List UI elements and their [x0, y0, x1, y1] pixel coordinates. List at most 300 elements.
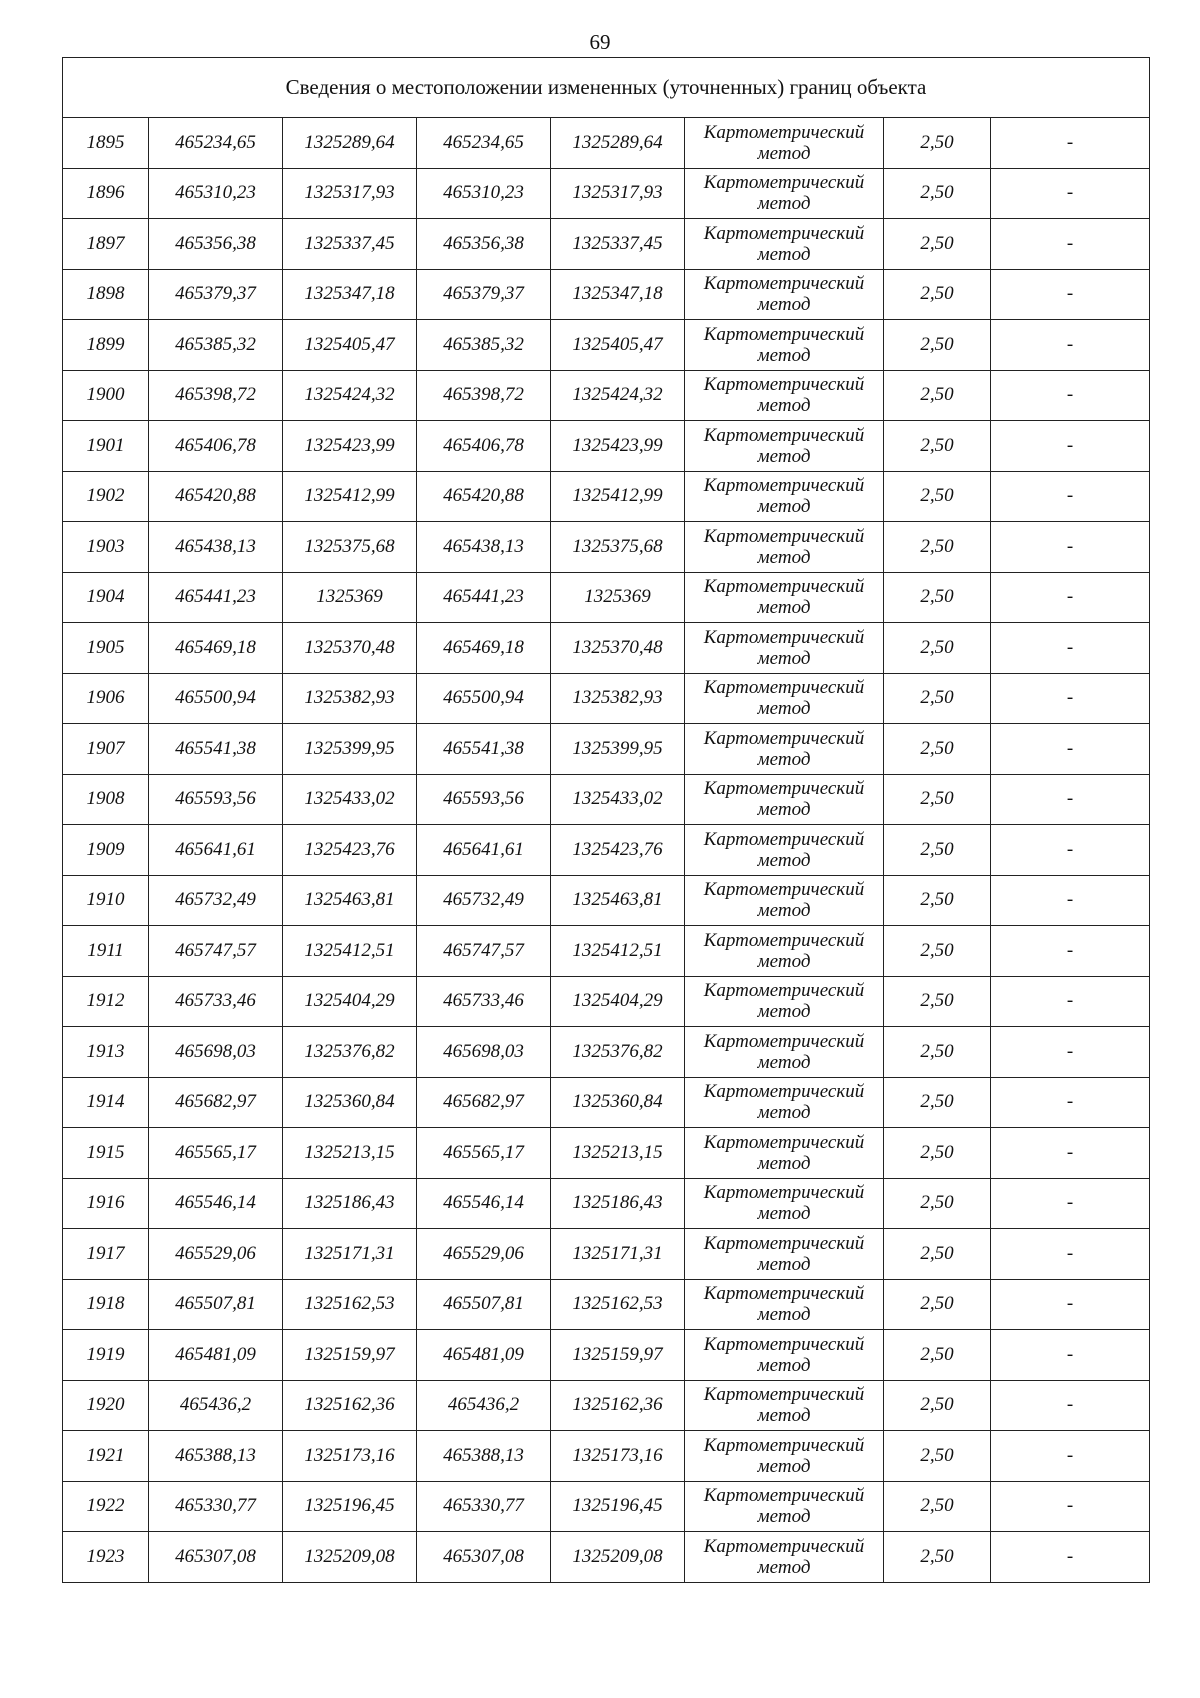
method-line-2: метод [757, 496, 811, 518]
method-line-2: метод [757, 193, 811, 215]
method-line-2: метод [757, 1253, 811, 1275]
table-row [63, 1380, 1150, 1431]
accuracy-cell: 2,50 [884, 774, 991, 825]
method-cell [685, 471, 884, 522]
method-line-1: Картометрический [703, 424, 865, 446]
y-refined-cell: 1325171,31 [551, 1229, 685, 1280]
method-line-1: Картометрический [703, 1283, 865, 1305]
x-refined-cell: 465747,57 [417, 926, 551, 977]
x-existing-cell: 465546,14 [149, 1178, 283, 1229]
y-existing-cell: 1325423,99 [283, 421, 417, 472]
method-line-1: Картометрический [703, 475, 865, 497]
accuracy-cell: 2,50 [884, 673, 991, 724]
method-line-1: Картометрический [703, 778, 865, 800]
table-row [63, 623, 1150, 674]
y-refined-cell: 1325404,29 [551, 976, 685, 1027]
y-refined-cell: 1325213,15 [551, 1128, 685, 1179]
table-row [63, 421, 1150, 472]
method-line-2: метод [757, 698, 811, 720]
method-cell [685, 1279, 884, 1330]
x-existing-cell: 465593,56 [149, 774, 283, 825]
method-line-1: Картометрический [703, 323, 865, 345]
y-refined-cell: 1325360,84 [551, 1077, 685, 1128]
method-line-1: Картометрический [703, 1333, 865, 1355]
y-refined-cell: 1325317,93 [551, 168, 685, 219]
y-refined-cell: 1325433,02 [551, 774, 685, 825]
method-line-1: Картометрический [703, 1081, 865, 1103]
x-existing-cell: 465234,65 [149, 118, 283, 169]
point-number-cell: 1904 [63, 572, 149, 623]
method-line-2: метод [757, 142, 811, 164]
x-refined-cell: 465436,2 [417, 1380, 551, 1431]
method-cell [685, 320, 884, 371]
method-cell [685, 1380, 884, 1431]
y-refined-cell: 1325196,45 [551, 1481, 685, 1532]
accuracy-cell: 2,50 [884, 1279, 991, 1330]
x-existing-cell: 465641,61 [149, 825, 283, 876]
method-line-2: метод [757, 243, 811, 265]
table-row [63, 1229, 1150, 1280]
description-cell: - [991, 1330, 1150, 1381]
y-existing-cell: 1325370,48 [283, 623, 417, 674]
method-line-1: Картометрический [703, 626, 865, 648]
y-existing-cell: 1325159,97 [283, 1330, 417, 1381]
description-cell: - [991, 269, 1150, 320]
table-row [63, 168, 1150, 219]
accuracy-cell: 2,50 [884, 1027, 991, 1078]
point-number-cell: 1895 [63, 118, 149, 169]
x-existing-cell: 465682,97 [149, 1077, 283, 1128]
method-line-2: метод [757, 1354, 811, 1376]
accuracy-cell: 2,50 [884, 875, 991, 926]
method-line-1: Картометрический [703, 879, 865, 901]
method-cell [685, 673, 884, 724]
y-refined-cell: 1325382,93 [551, 673, 685, 724]
table-row [63, 1077, 1150, 1128]
accuracy-cell: 2,50 [884, 1178, 991, 1229]
point-number-cell: 1911 [63, 926, 149, 977]
table-row [63, 673, 1150, 724]
description-cell: - [991, 572, 1150, 623]
method-cell [685, 1128, 884, 1179]
table-row [63, 1431, 1150, 1482]
y-existing-cell: 1325412,99 [283, 471, 417, 522]
x-existing-cell: 465420,88 [149, 471, 283, 522]
x-refined-cell: 465682,97 [417, 1077, 551, 1128]
y-existing-cell: 1325424,32 [283, 370, 417, 421]
method-cell [685, 1431, 884, 1482]
point-number-cell: 1918 [63, 1279, 149, 1330]
x-refined-cell: 465388,13 [417, 1431, 551, 1482]
method-line-1: Картометрический [703, 222, 865, 244]
y-existing-cell: 1325376,82 [283, 1027, 417, 1078]
point-number-cell: 1907 [63, 724, 149, 775]
y-refined-cell: 1325162,53 [551, 1279, 685, 1330]
table-row [63, 269, 1150, 320]
method-line-2: метод [757, 950, 811, 972]
point-number-cell: 1902 [63, 471, 149, 522]
method-cell [685, 269, 884, 320]
method-line-2: метод [757, 1102, 811, 1124]
x-refined-cell: 465406,78 [417, 421, 551, 472]
method-cell [685, 370, 884, 421]
x-refined-cell: 465307,08 [417, 1532, 551, 1583]
method-line-1: Картометрический [703, 576, 865, 598]
y-refined-cell: 1325186,43 [551, 1178, 685, 1229]
table-row [63, 1481, 1150, 1532]
table-title-row [63, 58, 1150, 118]
description-cell: - [991, 1077, 1150, 1128]
x-existing-cell: 465330,77 [149, 1481, 283, 1532]
accuracy-cell: 2,50 [884, 724, 991, 775]
description-cell: - [991, 1532, 1150, 1583]
accuracy-cell: 2,50 [884, 1532, 991, 1583]
table-row [63, 1128, 1150, 1179]
description-cell: - [991, 976, 1150, 1027]
method-cell [685, 1178, 884, 1229]
y-existing-cell: 1325162,36 [283, 1380, 417, 1431]
table-row [63, 572, 1150, 623]
method-cell [685, 118, 884, 169]
point-number-cell: 1897 [63, 219, 149, 270]
point-number-cell: 1917 [63, 1229, 149, 1280]
table-row [63, 1178, 1150, 1229]
point-number-cell: 1905 [63, 623, 149, 674]
description-cell: - [991, 118, 1150, 169]
accuracy-cell: 2,50 [884, 269, 991, 320]
x-refined-cell: 465541,38 [417, 724, 551, 775]
description-cell: - [991, 774, 1150, 825]
x-refined-cell: 465234,65 [417, 118, 551, 169]
x-existing-cell: 465398,72 [149, 370, 283, 421]
point-number-cell: 1906 [63, 673, 149, 724]
description-cell: - [991, 724, 1150, 775]
table-row [63, 774, 1150, 825]
method-line-2: метод [757, 1051, 811, 1073]
description-cell: - [991, 421, 1150, 472]
method-line-2: метод [757, 395, 811, 417]
y-existing-cell: 1325209,08 [283, 1532, 417, 1583]
method-cell [685, 724, 884, 775]
description-cell: - [991, 875, 1150, 926]
point-number-cell: 1919 [63, 1330, 149, 1381]
method-line-2: метод [757, 849, 811, 871]
x-existing-cell: 465565,17 [149, 1128, 283, 1179]
x-refined-cell: 465500,94 [417, 673, 551, 724]
method-line-2: метод [757, 1455, 811, 1477]
x-existing-cell: 465356,38 [149, 219, 283, 270]
y-refined-cell: 1325405,47 [551, 320, 685, 371]
table-row [63, 926, 1150, 977]
method-line-2: метод [757, 294, 811, 316]
accuracy-cell: 2,50 [884, 1229, 991, 1280]
y-refined-cell: 1325399,95 [551, 724, 685, 775]
y-existing-cell: 1325196,45 [283, 1481, 417, 1532]
y-refined-cell: 1325337,45 [551, 219, 685, 270]
point-number-cell: 1899 [63, 320, 149, 371]
point-number-cell: 1921 [63, 1431, 149, 1482]
x-refined-cell: 465398,72 [417, 370, 551, 421]
accuracy-cell: 2,50 [884, 320, 991, 371]
x-existing-cell: 465732,49 [149, 875, 283, 926]
method-line-1: Картометрический [703, 677, 865, 699]
method-line-1: Картометрический [703, 1232, 865, 1254]
accuracy-cell: 2,50 [884, 1380, 991, 1431]
x-existing-cell: 465469,18 [149, 623, 283, 674]
y-existing-cell: 1325171,31 [283, 1229, 417, 1280]
x-existing-cell: 465310,23 [149, 168, 283, 219]
x-existing-cell: 465438,13 [149, 522, 283, 573]
description-cell: - [991, 471, 1150, 522]
table-row [63, 118, 1150, 169]
table-row [63, 522, 1150, 573]
method-line-1: Картометрический [703, 1485, 865, 1507]
accuracy-cell: 2,50 [884, 572, 991, 623]
x-refined-cell: 465733,46 [417, 976, 551, 1027]
table-row [63, 1279, 1150, 1330]
y-refined-cell: 1325463,81 [551, 875, 685, 926]
point-number-cell: 1908 [63, 774, 149, 825]
accuracy-cell: 2,50 [884, 976, 991, 1027]
method-cell [685, 774, 884, 825]
description-cell: - [991, 623, 1150, 674]
method-cell [685, 421, 884, 472]
method-cell [685, 623, 884, 674]
accuracy-cell: 2,50 [884, 1330, 991, 1381]
table-row [63, 370, 1150, 421]
method-line-2: метод [757, 900, 811, 922]
x-refined-cell: 465330,77 [417, 1481, 551, 1532]
x-existing-cell: 465385,32 [149, 320, 283, 371]
point-number-cell: 1922 [63, 1481, 149, 1532]
y-refined-cell: 1325375,68 [551, 522, 685, 573]
page-number: 69 [589, 30, 611, 54]
x-refined-cell: 465356,38 [417, 219, 551, 270]
method-line-1: Картометрический [703, 980, 865, 1002]
y-refined-cell: 1325412,51 [551, 926, 685, 977]
accuracy-cell: 2,50 [884, 118, 991, 169]
y-existing-cell: 1325463,81 [283, 875, 417, 926]
x-refined-cell: 465438,13 [417, 522, 551, 573]
method-cell [685, 1077, 884, 1128]
x-existing-cell: 465733,46 [149, 976, 283, 1027]
x-existing-cell: 465698,03 [149, 1027, 283, 1078]
x-refined-cell: 465379,37 [417, 269, 551, 320]
method-line-1: Картометрический [703, 273, 865, 295]
table-row [63, 1027, 1150, 1078]
method-cell [685, 1229, 884, 1280]
description-cell: - [991, 370, 1150, 421]
method-line-1: Картометрический [703, 121, 865, 143]
table-row [63, 1532, 1150, 1583]
x-refined-cell: 465565,17 [417, 1128, 551, 1179]
description-cell: - [991, 168, 1150, 219]
y-refined-cell: 1325173,16 [551, 1431, 685, 1482]
table-row [63, 825, 1150, 876]
x-refined-cell: 465698,03 [417, 1027, 551, 1078]
y-existing-cell: 1325317,93 [283, 168, 417, 219]
method-line-1: Картометрический [703, 374, 865, 396]
description-cell: - [991, 522, 1150, 573]
y-existing-cell: 1325375,68 [283, 522, 417, 573]
point-number-cell: 1920 [63, 1380, 149, 1431]
method-line-1: Картометрический [703, 727, 865, 749]
y-existing-cell: 1325289,64 [283, 118, 417, 169]
accuracy-cell: 2,50 [884, 1077, 991, 1128]
method-line-2: метод [757, 597, 811, 619]
point-number-cell: 1901 [63, 421, 149, 472]
x-existing-cell: 465747,57 [149, 926, 283, 977]
x-existing-cell: 465307,08 [149, 1532, 283, 1583]
y-existing-cell: 1325405,47 [283, 320, 417, 371]
method-line-1: Картометрический [703, 1434, 865, 1456]
method-line-1: Картометрический [703, 1384, 865, 1406]
y-refined-cell: 1325424,32 [551, 370, 685, 421]
table-title: Сведения о местоположении измененных (уточненных) границ объекта [63, 58, 1150, 118]
method-cell [685, 875, 884, 926]
description-cell: - [991, 1380, 1150, 1431]
y-existing-cell: 1325412,51 [283, 926, 417, 977]
y-refined-cell: 1325209,08 [551, 1532, 685, 1583]
x-existing-cell: 465388,13 [149, 1431, 283, 1482]
point-number-cell: 1898 [63, 269, 149, 320]
table-row [63, 875, 1150, 926]
accuracy-cell: 2,50 [884, 370, 991, 421]
accuracy-cell: 2,50 [884, 1128, 991, 1179]
description-cell: - [991, 1279, 1150, 1330]
method-line-2: метод [757, 445, 811, 467]
accuracy-cell: 2,50 [884, 1431, 991, 1482]
y-existing-cell: 1325173,16 [283, 1431, 417, 1482]
x-existing-cell: 465441,23 [149, 572, 283, 623]
y-refined-cell: 1325162,36 [551, 1380, 685, 1431]
x-refined-cell: 465546,14 [417, 1178, 551, 1229]
x-existing-cell: 465507,81 [149, 1279, 283, 1330]
point-number-cell: 1896 [63, 168, 149, 219]
method-line-1: Картометрический [703, 525, 865, 547]
method-line-2: метод [757, 344, 811, 366]
accuracy-cell: 2,50 [884, 471, 991, 522]
description-cell: - [991, 825, 1150, 876]
coordinates-table [62, 57, 1150, 1583]
method-line-1: Картометрический [703, 929, 865, 951]
description-cell: - [991, 1481, 1150, 1532]
x-existing-cell: 465379,37 [149, 269, 283, 320]
table-row [63, 219, 1150, 270]
method-cell [685, 1481, 884, 1532]
y-refined-cell: 1325369 [551, 572, 685, 623]
point-number-cell: 1914 [63, 1077, 149, 1128]
y-refined-cell: 1325412,99 [551, 471, 685, 522]
method-line-1: Картометрический [703, 1182, 865, 1204]
x-refined-cell: 465593,56 [417, 774, 551, 825]
point-number-cell: 1923 [63, 1532, 149, 1583]
method-line-1: Картометрический [703, 1535, 865, 1557]
method-line-2: метод [757, 1203, 811, 1225]
y-existing-cell: 1325347,18 [283, 269, 417, 320]
accuracy-cell: 2,50 [884, 522, 991, 573]
y-refined-cell: 1325347,18 [551, 269, 685, 320]
method-line-2: метод [757, 1001, 811, 1023]
point-number-cell: 1903 [63, 522, 149, 573]
description-cell: - [991, 1178, 1150, 1229]
y-existing-cell: 1325423,76 [283, 825, 417, 876]
description-cell: - [991, 219, 1150, 270]
method-cell [685, 522, 884, 573]
y-refined-cell: 1325370,48 [551, 623, 685, 674]
table-row [63, 320, 1150, 371]
x-existing-cell: 465406,78 [149, 421, 283, 472]
table-row [63, 1330, 1150, 1381]
point-number-cell: 1910 [63, 875, 149, 926]
method-cell [685, 219, 884, 270]
accuracy-cell: 2,50 [884, 825, 991, 876]
point-number-cell: 1915 [63, 1128, 149, 1179]
accuracy-cell: 2,50 [884, 623, 991, 674]
x-existing-cell: 465541,38 [149, 724, 283, 775]
x-refined-cell: 465441,23 [417, 572, 551, 623]
x-existing-cell: 465481,09 [149, 1330, 283, 1381]
x-existing-cell: 465500,94 [149, 673, 283, 724]
y-existing-cell: 1325404,29 [283, 976, 417, 1027]
method-cell [685, 572, 884, 623]
description-cell: - [991, 320, 1150, 371]
table-body [63, 58, 1150, 1583]
x-refined-cell: 465641,61 [417, 825, 551, 876]
y-existing-cell: 1325162,53 [283, 1279, 417, 1330]
table-row [63, 976, 1150, 1027]
method-line-2: метод [757, 1506, 811, 1528]
accuracy-cell: 2,50 [884, 219, 991, 270]
y-existing-cell: 1325360,84 [283, 1077, 417, 1128]
x-refined-cell: 465529,06 [417, 1229, 551, 1280]
method-line-2: метод [757, 647, 811, 669]
method-cell [685, 1532, 884, 1583]
point-number-cell: 1909 [63, 825, 149, 876]
y-refined-cell: 1325289,64 [551, 118, 685, 169]
y-existing-cell: 1325433,02 [283, 774, 417, 825]
y-existing-cell: 1325399,95 [283, 724, 417, 775]
y-existing-cell: 1325213,15 [283, 1128, 417, 1179]
x-refined-cell: 465469,18 [417, 623, 551, 674]
method-line-1: Картометрический [703, 1131, 865, 1153]
x-refined-cell: 465507,81 [417, 1279, 551, 1330]
method-line-2: метод [757, 748, 811, 770]
point-number-cell: 1912 [63, 976, 149, 1027]
method-line-1: Картометрический [703, 828, 865, 850]
method-cell [685, 1330, 884, 1381]
method-line-2: метод [757, 1405, 811, 1427]
method-line-2: метод [757, 1152, 811, 1174]
description-cell: - [991, 1128, 1150, 1179]
y-existing-cell: 1325186,43 [283, 1178, 417, 1229]
x-refined-cell: 465420,88 [417, 471, 551, 522]
method-cell [685, 168, 884, 219]
y-existing-cell: 1325369 [283, 572, 417, 623]
x-existing-cell: 465529,06 [149, 1229, 283, 1280]
method-cell [685, 1027, 884, 1078]
point-number-cell: 1900 [63, 370, 149, 421]
y-refined-cell: 1325423,99 [551, 421, 685, 472]
description-cell: - [991, 1027, 1150, 1078]
x-refined-cell: 465310,23 [417, 168, 551, 219]
method-cell [685, 926, 884, 977]
description-cell: - [991, 673, 1150, 724]
accuracy-cell: 2,50 [884, 1481, 991, 1532]
y-existing-cell: 1325337,45 [283, 219, 417, 270]
point-number-cell: 1913 [63, 1027, 149, 1078]
method-line-1: Картометрический [703, 172, 865, 194]
